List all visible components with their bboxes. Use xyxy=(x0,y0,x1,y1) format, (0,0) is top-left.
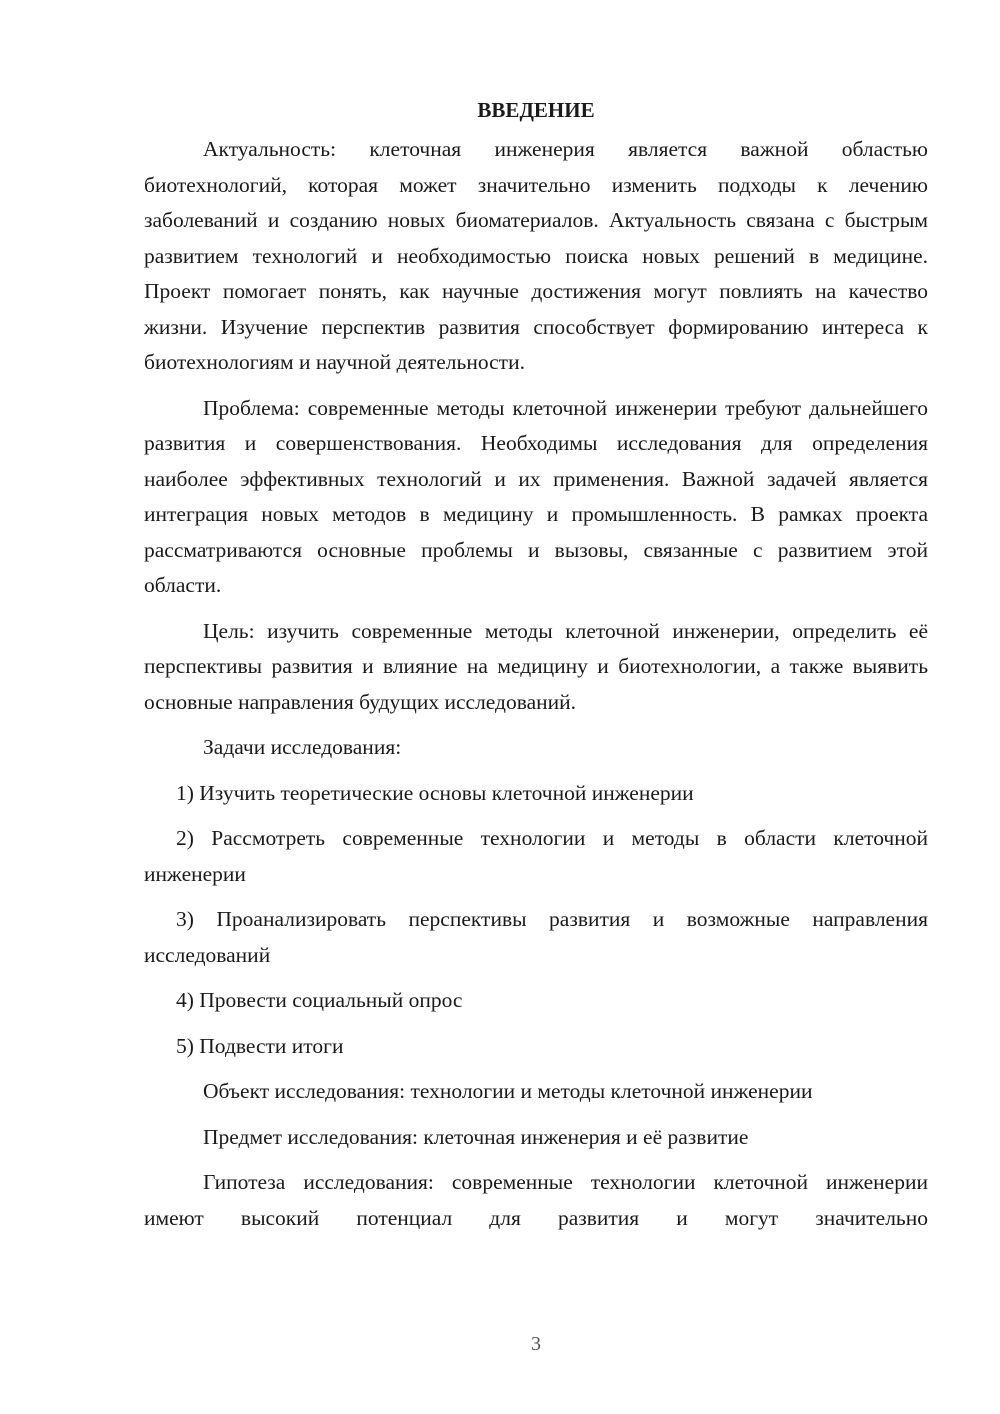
paragraph-relevance: Актуальность: клеточная инженерия является важной областью биотехнологий, которая может значительно изменить подходы к лечению заболеваний и созданию новых биоматериалов. Актуальность связана с быстрым развитием технологий и необходимостью поиска новых решений в медицине. Проект помогает понять, как научные достижения могут повлиять на качество жизни. Изучение перспектив развития способствует формированию интереса к биотехнологиям и научной деятельности. xyxy=(144,137,928,374)
paragraph-hypothesis: Гипотеза исследования: современные технологии клеточной инженерии имеют высокий потенциал для развития и могут значительно xyxy=(144,1170,928,1230)
paragraph-problem: Проблема: современные методы клеточной инженерии требуют дальнейшего развития и совершенствования. Необходимы исследования для определения наиболее эффективных технологий и их применения. Важной задачей является интеграция новых методов в медицину и промышленность. В рамках проекта рассматриваются основные проблемы и вызовы, связанные с развитием этой области. xyxy=(144,395,928,597)
task-item: 5) Подвести итоги xyxy=(176,1033,344,1058)
paragraph-goal: Цель: изучить современные методы клеточной инженерии, определить её перспективы развития и влияние на медицину и биотехнологии, а также выявить основные направления будущих исследований. xyxy=(144,618,928,714)
tasks-title: Задачи исследования: xyxy=(203,735,402,759)
paragraph-subject: Предмет исследования: клеточная инженерия и её развитие xyxy=(203,1124,749,1149)
task-item: 4) Провести социальный опрос xyxy=(176,988,463,1012)
document-page xyxy=(144,92,928,1246)
page-number: 3 xyxy=(531,1333,541,1355)
page-title: ВВЕДЕНИЕ xyxy=(477,98,595,122)
task-item: 3) Проанализировать перспективы развития и возможные направления исследований xyxy=(144,907,928,967)
task-item: 2) Рассмотреть современные технологии и методы в области клеточной инженерии xyxy=(144,826,928,886)
paragraph-object: Объект исследования: технологии и методы клеточной инженерии xyxy=(203,1079,813,1103)
task-item: 1) Изучить теоретические основы клеточной инженерии xyxy=(176,780,694,805)
